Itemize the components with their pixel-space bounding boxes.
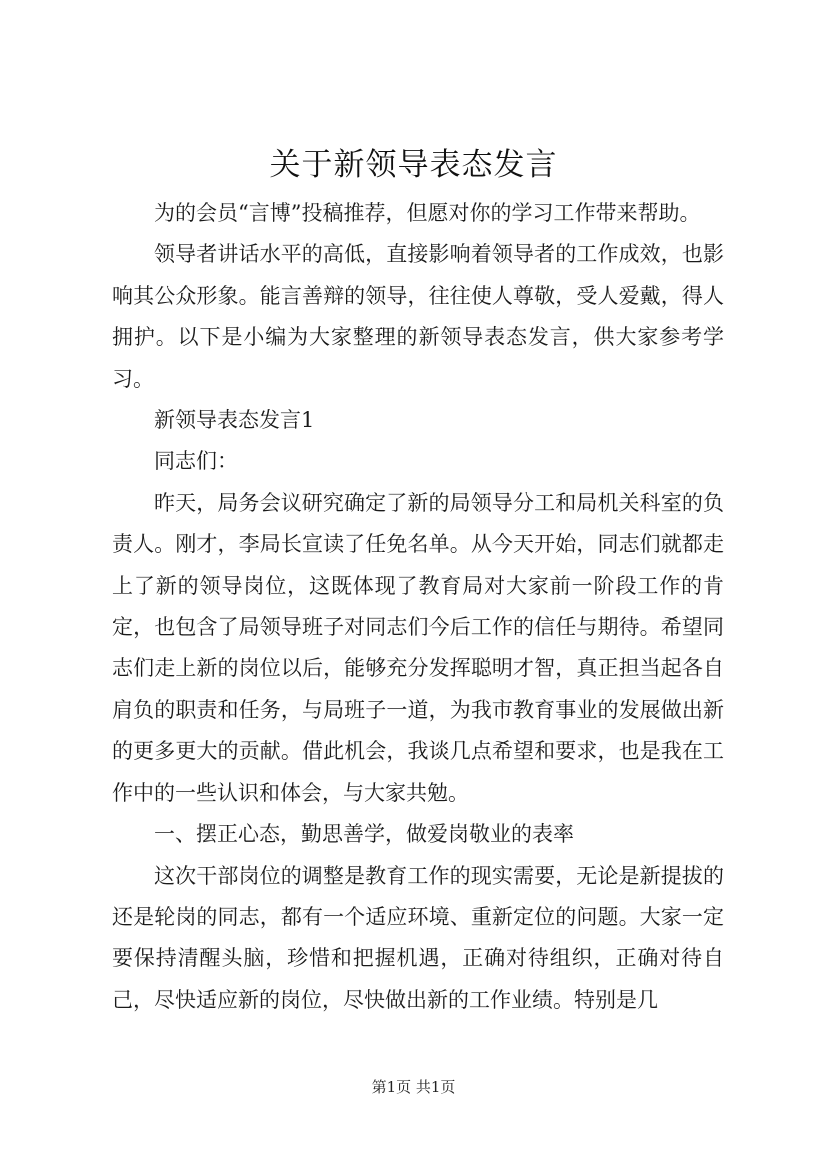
body-paragraph: 领导者讲话水平的高低，直接影响着领导者的工作成效，也影响其公众形象。能言善辩的领导，往往使人尊敬，受人爱戴，得人拥护。以下是小编为大家整理的新领导表态发言，供大家参考学习。 <box>112 242 724 391</box>
intro-paragraph: 为的会员“言博”投稿推荐，但愿对你的学习工作带来帮助。 <box>154 201 701 225</box>
document-title: 关于新领导表态发言 <box>269 147 558 183</box>
salutation: 同志们： <box>154 449 238 474</box>
document-body <box>112 193 724 1021</box>
subsection-heading: 一、摆正心态，勤思善学，做爱岗敬业的表率 <box>154 822 574 847</box>
section-heading: 新领导表态发言1 <box>154 408 315 433</box>
body-paragraph: 这次干部岗位的调整是教育工作的现实需要，无论是新提拔的还是轮岗的同志，都有一个适应环境、重新定位的问题。大家一定要保持清醒头脑，珍惜和把握机遇，正确对待组织，正确对待自己，尽快适应新的岗位，尽快做出新的工作业绩。特别是几 <box>112 863 724 1012</box>
body-paragraph: 昨天，局务会议研究确定了新的局领导分工和局机关科室的负责人。刚才，李局长宣读了任免名单。从今天开始，同志们就都走上了新的领导岗位，这既体现了教育局对大家前一阶段工作的肯定，也包含了局领导班子对同志们今后工作的信任与期待。希望同志们走上新的岗位以后，能够充分发挥聪明才智，真正担当起各自肩负的职责和任务，与局班子一道，为我市教育事业的发展做出新的更多更大的贡献。借此机会，我谈几点希望和要求，也是我在工作中的一些认识和体会，与大家共勉。 <box>112 490 724 805</box>
page-footer: 第1页 共1页 <box>371 1078 456 1096</box>
